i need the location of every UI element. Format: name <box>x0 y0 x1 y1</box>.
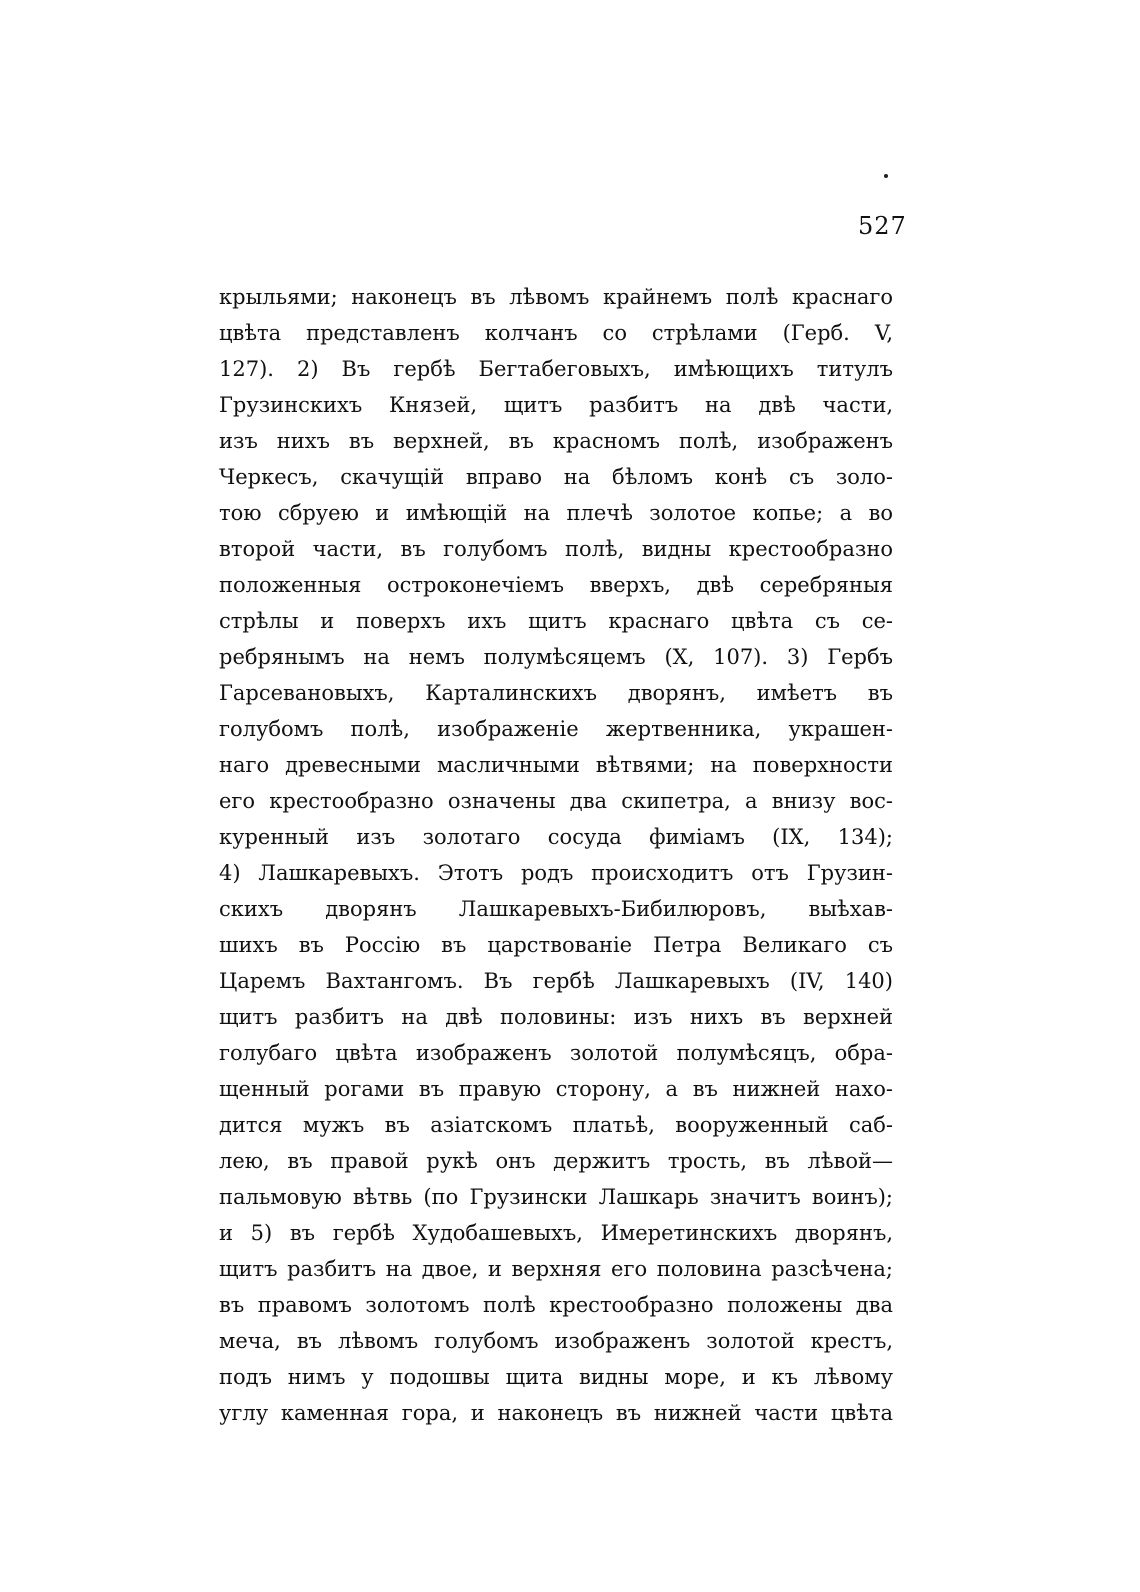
text-line: положенныя остроконечіемъ вверхъ, двѣ серебряныя <box>219 573 893 597</box>
text-line: куренный изъ золотаго сосуда фиміамъ (IX, 134); <box>219 825 893 849</box>
text-line: Гарсевановыхъ, Карталинскихъ дворянъ, имѣетъ въ <box>219 681 893 705</box>
text-line: лею, въ правой рукѣ онъ держитъ трость, въ лѣвой— <box>219 1149 893 1173</box>
text-line: ребрянымъ на немъ полумѣсяцемъ (X, 107). 3) Гербъ <box>219 645 893 669</box>
text-line: тою сбруею и имѣющій на плечѣ золотое копье; а во <box>219 501 893 525</box>
text-line: щитъ разбитъ на двое, и верхняя его половина разсѣчена; <box>219 1257 893 1281</box>
text-line: его крестообразно означены два скипетра, а внизу вос- <box>219 789 893 813</box>
text-line: щитъ разбитъ на двѣ половины: изъ нихъ въ верхней <box>219 1005 893 1029</box>
text-line: щенный рогами въ правую сторону, а въ нижней нахо- <box>219 1077 893 1101</box>
text-line: наго древесными масличными вѣтвями; на поверхности <box>219 753 893 777</box>
printing-speck <box>884 174 888 178</box>
body-text <box>219 279 893 1431</box>
text-line: 4) Лашкаревыхъ. Этотъ родъ происходитъ отъ Грузин- <box>219 861 893 885</box>
text-line: подъ нимъ у подошвы щита видны море, и къ лѣвому <box>219 1365 893 1389</box>
text-line: крыльями; наконецъ въ лѣвомъ крайнемъ полѣ краснаго <box>219 285 893 309</box>
text-line: меча, въ лѣвомъ голубомъ изображенъ золотой крестъ, <box>219 1329 893 1353</box>
page-number: 527 <box>858 212 907 240</box>
text-line: 127). 2) Въ гербѣ Бегтабеговыхъ, имѣющихъ титулъ <box>219 357 893 381</box>
text-line: голубомъ полѣ, изображеніе жертвенника, украшен- <box>219 717 893 741</box>
text-line: второй части, въ голубомъ полѣ, видны крестообразно <box>219 537 893 561</box>
text-line: скихъ дворянъ Лашкаревыхъ-Бибилюровъ, выѣхав- <box>219 897 893 921</box>
text-line: голубаго цвѣта изображенъ золотой полумѣсяцъ, обра- <box>219 1041 893 1065</box>
text-line: дится мужъ въ азіатскомъ платьѣ, вооруженный саб- <box>219 1113 893 1137</box>
text-line: Грузинскихъ Князей, щитъ разбитъ на двѣ части, <box>219 393 893 417</box>
text-line: Черкесъ, скачущій вправо на бѣломъ конѣ съ золо- <box>219 465 893 489</box>
text-line: и 5) въ гербѣ Худобашевыхъ, Имеретинскихъ дворянъ, <box>219 1221 893 1245</box>
text-line: въ правомъ золотомъ полѣ крестообразно положены два <box>219 1293 893 1317</box>
text-line: стрѣлы и поверхъ ихъ щитъ краснаго цвѣта съ се- <box>219 609 893 633</box>
text-line: цвѣта представленъ колчанъ со стрѣлами (Герб. V, <box>219 321 893 345</box>
text-line: Царемъ Вахтангомъ. Въ гербѣ Лашкаревыхъ (IV, 140) <box>219 969 893 993</box>
text-line: изъ нихъ въ верхней, въ красномъ полѣ, изображенъ <box>219 429 893 453</box>
text-line: пальмовую вѣтвь (по Грузински Лашкарь значитъ воинъ); <box>219 1185 893 1209</box>
text-line: шихъ въ Россію въ царствованіе Петра Великаго съ <box>219 933 893 957</box>
text-line: углу каменная гора, и наконецъ въ нижней части цвѣта <box>219 1401 893 1425</box>
